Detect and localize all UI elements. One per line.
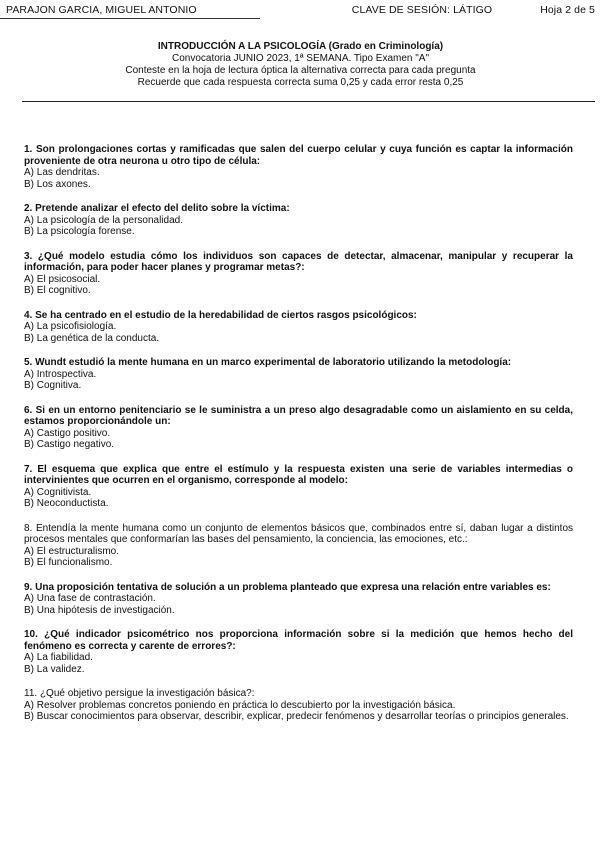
question-1 xyxy=(24,144,573,190)
question-5 xyxy=(24,357,573,392)
option-a: A) Castigo positivo. xyxy=(24,427,111,439)
option-a: A) Resolver problemas concretos poniendo en práctica lo descubierto por la investigación básica. xyxy=(24,699,456,711)
question-9 xyxy=(24,582,573,617)
option-a: A) Las dendritas. xyxy=(24,167,100,178)
question-stem: 4. Se ha centrado en el estudio de la heredabilidad de ciertos rasgos psicológicos: xyxy=(24,309,417,321)
student-name: PARAJON GARCIA, MIGUEL ANTONIO xyxy=(6,4,197,16)
question-stem: 9. Una proposición tentativa de solución a un problema planteado que expresa una relación entre variables es: xyxy=(24,581,551,593)
instruction-scoring: Recuerde que cada respuesta correcta suma 0,25 y cada error resta 0,25 xyxy=(137,77,464,88)
option-b: B) Los axones. xyxy=(24,178,91,190)
option-a: A) La fiabilidad. xyxy=(24,652,93,663)
question-3 xyxy=(24,251,573,297)
question-8 xyxy=(24,523,573,569)
question-7 xyxy=(24,464,573,510)
question-stem: 1. Son prolongaciones cortas y ramificadas que salen del cuerpo celular y cuya función es captar la información proveniente de otra neurona u otro tipo de célula: xyxy=(24,144,573,167)
option-a: A) El psicosocial. xyxy=(24,273,101,285)
option-b: B) El cognitivo. xyxy=(24,285,91,296)
option-b: B) Neoconductista. xyxy=(24,498,109,509)
top-right-info xyxy=(352,4,595,16)
option-a: A) El estructuralismo. xyxy=(24,545,120,557)
question-stem: 8. Entendía la mente humana como un conjunto de elementos básicos que, combinados entre sí, daban lugar a distintos procesos mentales que conformarían las bases del pensamiento, la conciencia, las emociones, etc.: xyxy=(24,522,573,545)
top-line xyxy=(0,4,601,16)
question-stem: 7. El esquema que explica que entre el estímulo y la respuesta existen una serie de variables intermedias o intervinientes que ocurren en el organismo, corresponde al modelo: xyxy=(24,463,573,486)
option-b: B) La psicología forense. xyxy=(24,226,135,237)
option-b: B) Castigo negativo. xyxy=(24,439,115,450)
header-divider xyxy=(22,101,595,102)
option-b: B) Cognitiva. xyxy=(24,380,82,391)
question-6 xyxy=(24,405,573,451)
option-b: B) Buscar conocimientos para observar, describir, explicar, predecir fenómenos y desarrollar teorías o principios generales. xyxy=(24,711,569,722)
question-stem: 2. Pretende analizar el efecto del delito sobre la víctima: xyxy=(24,203,290,214)
question-11 xyxy=(24,688,573,723)
question-stem: 6. Si en un entorno penitenciario se le suministra a un preso algo desagradable como un aislamiento en su celda, estamos proporcionándole un: xyxy=(24,404,573,427)
question-stem: 3. ¿Qué modelo estudia cómo los individuos son capaces de detectar, almacenar, manipular y recuperar la información, para poder hacer planes y programar metas?: xyxy=(24,250,573,273)
question-2 xyxy=(24,203,573,238)
convocatoria: Convocatoria JUNIO 2023, 1ª SEMANA. Tipo Examen "A" xyxy=(171,53,430,64)
question-stem: 11. ¿Qué objetivo persigue la investigación básica?: xyxy=(24,688,255,699)
option-a: A) Una fase de contrastación. xyxy=(24,593,156,604)
page-label: Hoja 2 de 5 xyxy=(540,4,595,16)
option-a: A) La psicofisiología. xyxy=(24,321,117,332)
option-b: B) La genética de la conducta. xyxy=(24,332,160,344)
option-b: B) El funcionalismo. xyxy=(24,557,113,568)
top-rule xyxy=(0,18,260,19)
question-4 xyxy=(24,310,573,345)
exam-header xyxy=(0,41,601,89)
question-list xyxy=(24,144,573,736)
option-a: A) Cognitivista. xyxy=(24,486,92,498)
option-b: B) La validez. xyxy=(24,663,85,675)
course-title: INTRODUCCIÓN A LA PSICOLOGÍA (Grado en Criminología) xyxy=(157,41,444,52)
session-key: CLAVE DE SESIÓN: LÁTIGO xyxy=(351,4,493,16)
question-10 xyxy=(24,629,573,675)
question-stem: 10. ¿Qué indicador psicométrico nos proporciona información sobre si la medición que hemos hecho del fenómeno es correcta y carente de errores?: xyxy=(24,629,573,652)
option-a: A) La psicología de la personalidad. xyxy=(24,214,183,226)
instruction-answer: Conteste en la hoja de lectura óptica la alternativa correcta para cada pregunta xyxy=(125,65,476,76)
option-b: B) Una hipótesis de investigación. xyxy=(24,604,175,616)
option-a: A) Introspectiva. xyxy=(24,368,97,380)
question-stem: 5. Wundt estudió la mente humana en un marco experimental de laboratorio utilizando la metodología: xyxy=(24,357,512,368)
